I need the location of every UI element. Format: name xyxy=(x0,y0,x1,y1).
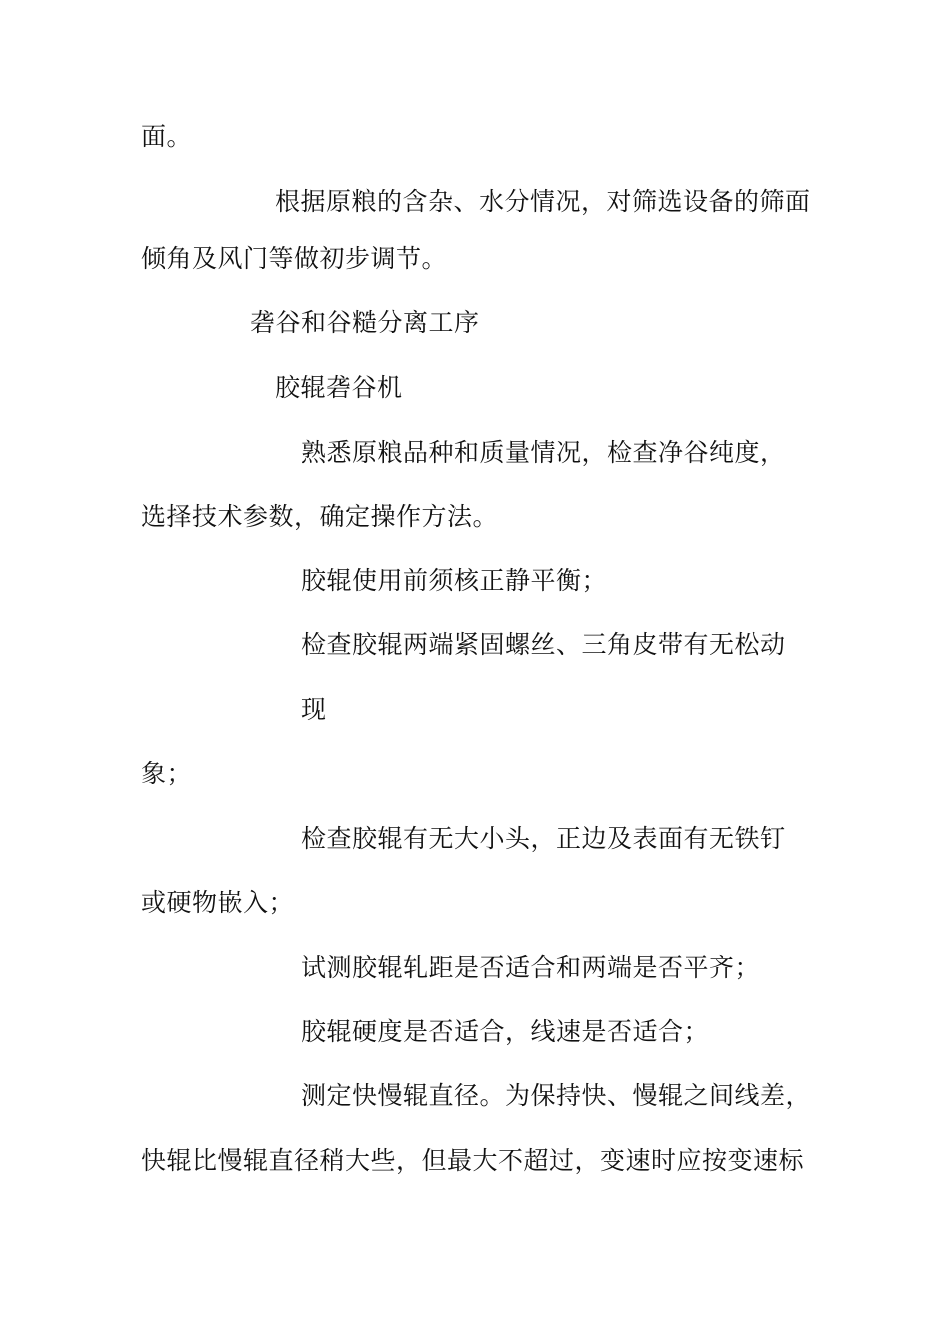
text-line: 现 xyxy=(301,695,327,724)
text-line: 或硬物嵌入； xyxy=(141,888,295,917)
text-line: 熟悉原粮品种和质量情况，检查净谷纯度， xyxy=(301,438,786,467)
text-line: 测定快慢辊直径。为保持快、慢辊之间线差， xyxy=(301,1081,812,1110)
subsection-heading: 胶辊砻谷机 xyxy=(275,373,403,402)
text-line: 检查胶辊有无大小头，正边及表面有无铁钉 xyxy=(301,824,786,853)
text-line: 胶辊硬度是否适合，线速是否适合； xyxy=(301,1017,710,1046)
text-line: 倾角及风门等做初步调节。 xyxy=(141,244,448,273)
text-line: 试测胶辊轧距是否适合和两端是否平齐； xyxy=(301,953,761,982)
text-line: 快辊比慢辊直径稍大些，但最大不超过，变速时应按变速标 xyxy=(141,1146,805,1175)
text-line: 检查胶辊两端紧固螺丝、三角皮带有无松动 xyxy=(301,630,786,659)
section-heading: 砻谷和谷糙分离工序 xyxy=(250,308,480,337)
text-line: 面。 xyxy=(141,122,193,151)
text-line: 根据原粮的含杂、水分情况，对筛选设备的筛面 xyxy=(275,187,811,216)
text-line: 选择技术参数，确定操作方法。 xyxy=(141,502,499,531)
text-line: 象； xyxy=(141,759,193,788)
text-line: 胶辊使用前须核正静平衡； xyxy=(301,566,608,595)
